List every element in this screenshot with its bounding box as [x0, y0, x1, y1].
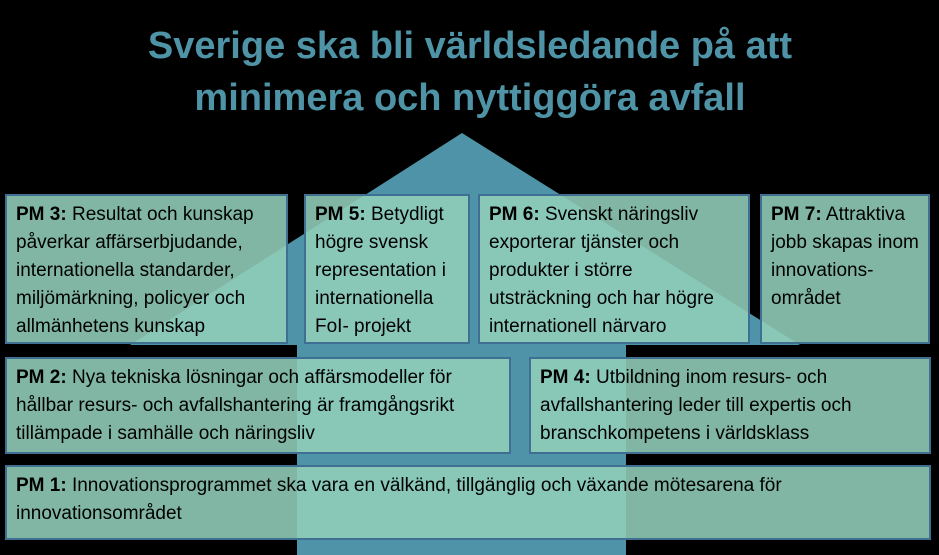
box-pm4: [529, 357, 931, 454]
box-pm6: [478, 194, 750, 344]
pm2-code: PM 2:: [16, 367, 67, 388]
box-pm1: [5, 465, 931, 540]
pm2-text: Nya tekniska lösningar och affärsmodeller för hållbar resurs- och avfallshantering är framgångsrikt tillämpade i samhälle och näringsliv: [16, 367, 455, 444]
pm3-code: PM 3:: [16, 204, 67, 225]
pm3-text: Resultat och kunskap påverkar affärserbjudande, internationella standarder, miljömärkning, policyer och allmänhetens kunskap: [16, 204, 254, 337]
box-pm7: [760, 194, 930, 344]
title-line-2: minimera och nyttiggöra avfall: [194, 77, 746, 119]
title-line-1: Sverige ska bli världsledande på att: [147, 25, 793, 67]
pm4-text: Utbildning inom resurs- och avfallshantering leder till expertis och branschkompetens i världsklass: [540, 367, 852, 444]
diagram-title: [60, 20, 880, 124]
pm7-code: PM 7:: [771, 204, 822, 225]
pm5-code: PM 5:: [315, 204, 366, 225]
pm5-text: Betydligt högre svensk representation i internationella FoI- projekt: [315, 204, 446, 337]
pm6-code: PM 6:: [489, 204, 540, 225]
pm1-code: PM 1:: [16, 475, 67, 496]
box-pm2: [5, 357, 511, 454]
pm1-text: Innovationsprogrammet ska vara en välkänd, tillgänglig och växande mötesarena för innovationsområdet: [16, 475, 782, 524]
box-pm3: [5, 194, 288, 344]
pm6-text: Svenskt näringsliv exporterar tjänster och produkter i större utsträckning och har högre internationell närvaro: [489, 204, 714, 337]
pm4-code: PM 4:: [540, 367, 591, 388]
pm7-text: Attraktiva jobb skapas inom innovations-området: [771, 204, 919, 309]
box-pm5: [304, 194, 470, 344]
